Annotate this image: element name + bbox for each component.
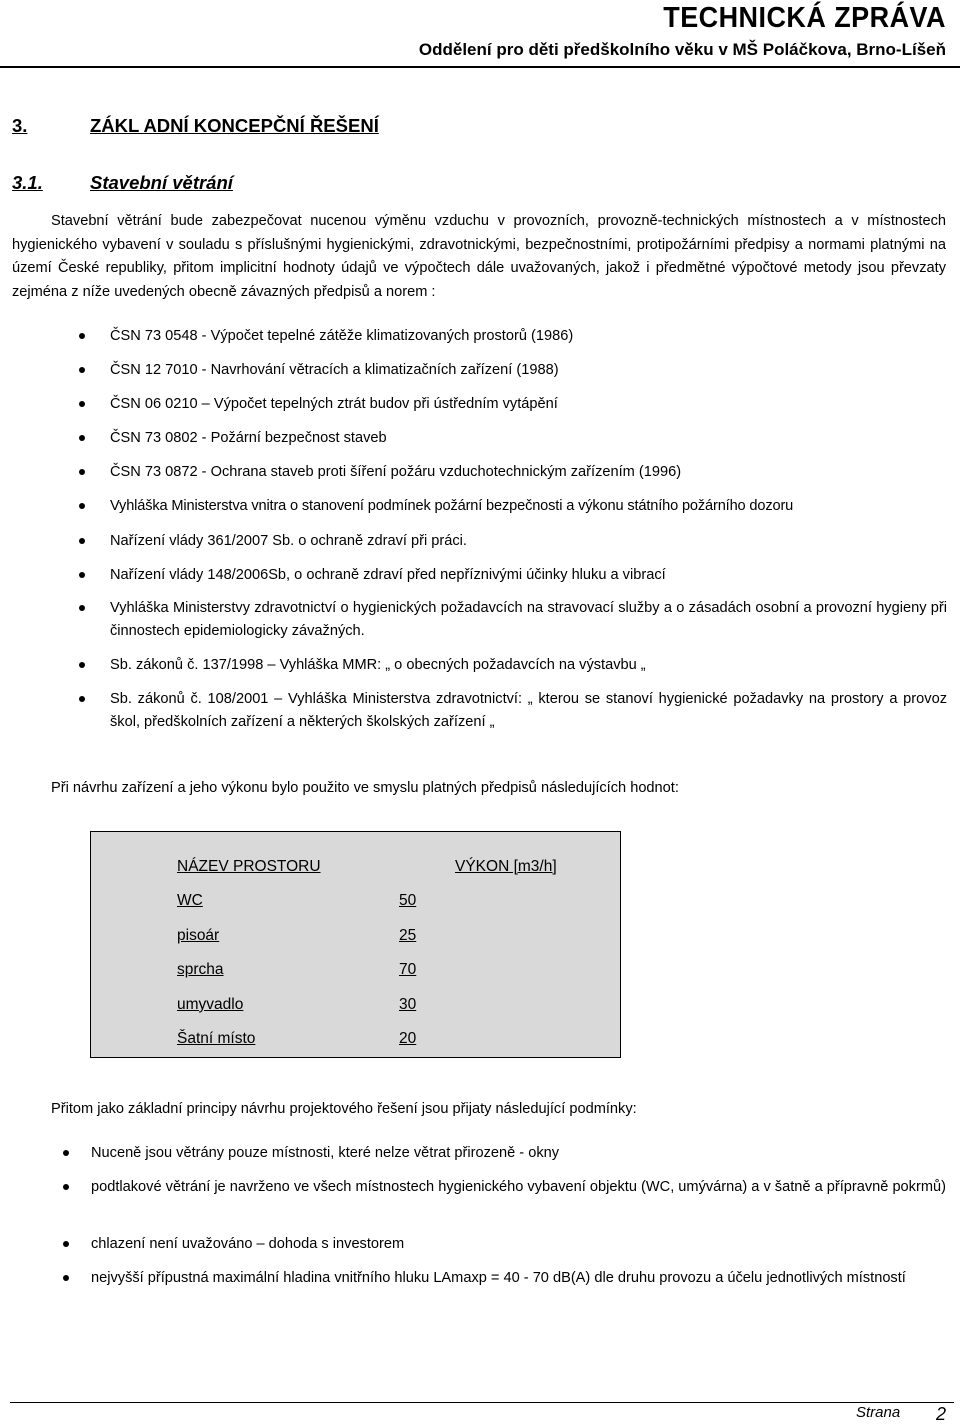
list-item-text: Nařízení vlády 361/2007 Sb. o ochraně zdraví při práci. <box>110 533 467 549</box>
list-item-text: ČSN 73 0802 - Požární bezpečnost staveb <box>110 430 387 446</box>
cell-text: 70 <box>399 961 417 979</box>
table-row <box>91 919 621 954</box>
table-row <box>91 988 621 1023</box>
subsection-number: 3.1. <box>12 172 43 193</box>
table-row <box>91 884 621 919</box>
table-cell-name <box>91 1022 378 1057</box>
bullet-icon <box>79 503 85 509</box>
list-item-text: Vyhláška Ministerstvy zdravotnictví o hygienických požadavcích na stravovací služby a o zásadách osobní a provozní hygieny při činnostech epidemiologicky závažných. <box>110 600 947 639</box>
document-title: TECHNICKÁ ZPRÁVA <box>663 2 946 34</box>
list-item-text: nejvyšší přípustná maximální hladina vnitřního hluku LAmaxp = 40 - 70 dB(A) dle druhu provozu a účelu jednotlivých místností <box>91 1270 906 1286</box>
bullet-icon <box>79 572 85 578</box>
document-subtitle: Oddělení pro děti předškolního věku v MŠ Poláčkova, Brno-Líšeň <box>418 40 946 59</box>
subsection-heading <box>12 172 233 194</box>
list-item-text: ČSN 06 0210 – Výpočet tepelných ztrát budov při ústředním vytápění <box>110 396 558 412</box>
cell-text: umyvadlo <box>177 995 244 1013</box>
bullet-icon <box>79 469 85 475</box>
table-cell-name <box>91 953 378 988</box>
cell-text: 20 <box>399 1030 417 1048</box>
subsection-title: Stavební větrání <box>90 172 233 193</box>
bullet-icon <box>79 605 85 611</box>
column-header-value <box>377 832 621 885</box>
bullet-icon <box>79 538 85 544</box>
column-header-value-text: VÝKON [m3/h] <box>455 858 557 875</box>
cell-text: 25 <box>399 926 417 944</box>
table-cell-name <box>91 988 378 1023</box>
table-row <box>91 953 621 988</box>
bullet-icon <box>79 696 85 702</box>
cell-text: sprcha <box>177 961 224 979</box>
table-row <box>91 1022 621 1057</box>
page-number: 2 <box>936 1404 947 1424</box>
table-cell-value <box>377 884 621 919</box>
cell-text: pisoár <box>177 926 220 944</box>
bullet-icon <box>79 333 85 339</box>
ventilation-table <box>90 831 621 1058</box>
list-item-text: Vyhláška Ministerstva vnitra o stanovení podmínek požární bezpečnosti a výkonu státního požárního dozoru <box>110 498 794 514</box>
section-number: 3. <box>12 115 28 136</box>
cell-text: 50 <box>399 892 417 910</box>
table-cell-name <box>91 884 378 919</box>
page-label: Strana <box>856 1404 901 1421</box>
cell-text: WC <box>177 892 203 910</box>
bullet-icon <box>63 1241 69 1247</box>
section-heading <box>12 115 379 137</box>
list-item-text: ČSN 73 0548 - Výpočet tepelné zátěže klimatizovaných prostorů (1986) <box>110 328 574 344</box>
intro-paragraph: Stavební větrání bude zabezpečovat nucenou výměnu vzduchu v provozních, provozně-technických místnostech a v místnostech hygienického vybavení v souladu s příslušnými hygienickými, zdravotnickými, bezpečnostními, protipožárními předpisy a normami platnými na území České republiky, přitom implicitní hodnoty údajů ve výpočtech dále uvažovaných, jakož i předmětné výpočtové metody jsou převzaty zejména z níže uvedených obecně závazných předpisů a norem : <box>12 213 946 300</box>
cell-text: 30 <box>399 995 417 1013</box>
cell-text: Šatní místo <box>177 1030 256 1048</box>
table-intro: Při návrhu zařízení a jeho výkonu bylo použito ve smyslu platných předpisů následujících hodnot: <box>51 780 679 796</box>
bullet-icon <box>79 367 85 373</box>
list-item-text: podtlakové větrání je navrženo ve všech místnostech hygienického vybavení objektu (WC, umývárna) a v šatně a přípravně pokrmů) <box>91 1179 946 1195</box>
column-header-name-text: NÁZEV PROSTORU <box>177 858 321 875</box>
table-header-row <box>91 832 621 885</box>
footer-divider <box>10 1402 954 1403</box>
bullet-icon <box>79 662 85 668</box>
list-item-text: chlazení není uvažováno – dohoda s investorem <box>91 1236 405 1252</box>
table-cell-name <box>91 919 378 954</box>
bullet-icon <box>63 1275 69 1281</box>
table-cell-value <box>377 1022 621 1057</box>
table-cell-value <box>377 919 621 954</box>
list-item-text: Sb. zákonů č. 137/1998 – Vyhláška MMR: „ o obecných požadavcích na výstavbu „ <box>110 657 646 673</box>
bullet-icon <box>63 1150 69 1156</box>
list-item-text: ČSN 12 7010 - Navrhování větracích a klimatizačních zařízení (1988) <box>110 362 559 378</box>
list-item-text: Nuceně jsou větrány pouze místnosti, které nelze větrat přirozeně - okny <box>91 1145 560 1161</box>
table-cell-value <box>377 988 621 1023</box>
bullet-icon <box>79 401 85 407</box>
conditions-intro: Přitom jako základní principy návrhu projektového řešení jsou přijaty následující podmínky: <box>51 1101 637 1117</box>
header-divider <box>0 66 960 68</box>
table-cell-value <box>377 953 621 988</box>
list-item-text: Nařízení vlády 148/2006Sb, o ochraně zdraví před nepříznivými účinky hluku a vibrací <box>110 567 666 583</box>
section-title: ZÁKL ADNÍ KONCEPČNÍ ŘEŠENÍ <box>90 115 379 136</box>
bullet-icon <box>63 1184 69 1190</box>
list-item-text: Sb. zákonů č. 108/2001 – Vyhláška Ministerstva zdravotnictví: „ kterou se stanoví hygienické požadavky na prostory a provoz škol, předškolních zařízení a některých školských zařízení „ <box>110 691 947 730</box>
list-item-text: ČSN 73 0872 - Ochrana staveb proti šíření požáru vzduchotechnickým zařízením (1996) <box>110 464 682 480</box>
bullet-icon <box>79 435 85 441</box>
column-header-name <box>91 832 378 885</box>
